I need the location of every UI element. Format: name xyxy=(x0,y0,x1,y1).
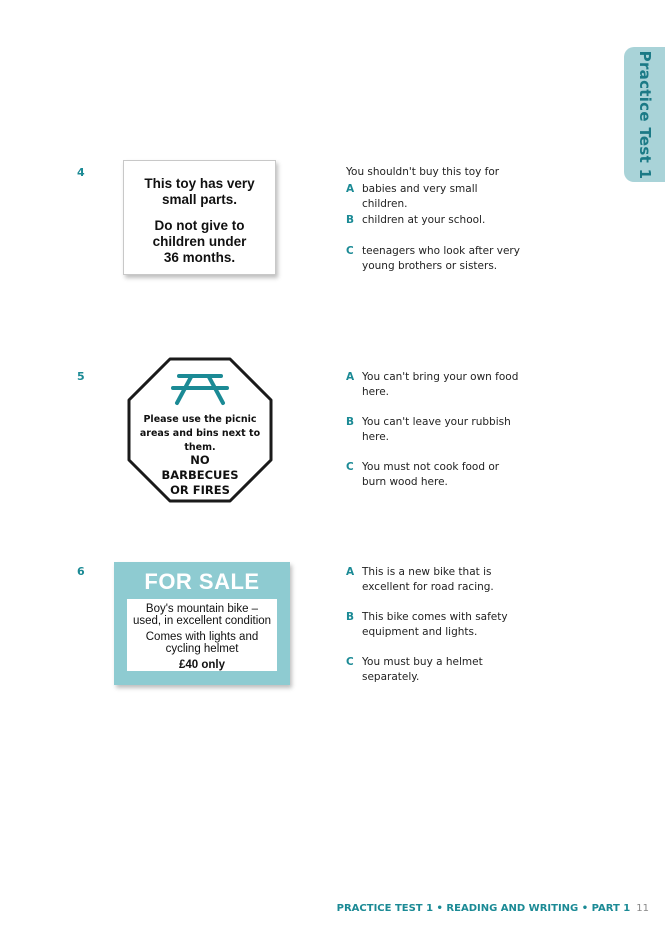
toy-sign-line-2: Do not give to children under 36 months. xyxy=(152,218,247,265)
picnic-sign-instruction: Please use the picnic areas and bins next to them. xyxy=(139,414,261,453)
option-text: You can't bring your own food here. xyxy=(362,371,519,398)
option-letter: A xyxy=(346,183,355,195)
footer-title: PRACTICE TEST 1 • READING AND WRITING • PART 1 xyxy=(336,903,631,914)
question-5-option-a[interactable] xyxy=(346,370,521,399)
for-sale-details xyxy=(127,599,277,671)
option-text: babies and very small children. xyxy=(362,183,478,210)
question-4-number: 4 xyxy=(77,166,85,179)
option-letter: B xyxy=(346,416,355,428)
for-sale-title: FOR SALE xyxy=(144,569,260,594)
option-letter: C xyxy=(346,656,354,668)
sale-extras: Comes with lights and cycling helmet xyxy=(145,631,259,655)
question-4-option-b[interactable] xyxy=(346,213,521,228)
for-sale-sign xyxy=(114,562,290,685)
option-letter: A xyxy=(346,566,355,578)
option-text: teenagers who look after very young brothers or sisters. xyxy=(362,245,520,272)
option-letter: A xyxy=(346,371,355,383)
option-text: You must buy a helmet separately. xyxy=(362,656,483,683)
question-5-option-c[interactable] xyxy=(346,460,521,489)
picnic-sign-warning: NO BARBECUES OR FIRES xyxy=(161,453,239,497)
page-footer xyxy=(337,903,649,914)
question-5-option-b[interactable] xyxy=(346,415,521,444)
practice-test-tab-label: Practice Test 1 xyxy=(635,50,654,179)
question-6-number: 6 xyxy=(77,565,85,578)
question-6-option-c[interactable] xyxy=(346,655,521,684)
option-letter: C xyxy=(346,461,354,473)
question-6-option-a[interactable] xyxy=(346,565,521,594)
question-4-prompt: You shouldn't buy this toy for xyxy=(346,166,500,178)
question-6-option-b[interactable] xyxy=(346,610,521,639)
option-letter: B xyxy=(346,611,355,623)
option-letter: B xyxy=(346,214,355,226)
practice-test-tab xyxy=(624,47,665,182)
option-text: You must not cook food or burn wood here. xyxy=(362,461,500,488)
sale-price: £40 only xyxy=(178,659,226,671)
option-letter: C xyxy=(346,245,354,257)
option-text: You can't leave your rubbish here. xyxy=(362,416,511,443)
option-text: This bike comes with safety equipment and lights. xyxy=(362,611,508,638)
option-text: This is a new bike that is excellent for road racing. xyxy=(362,566,494,593)
question-4-option-c[interactable] xyxy=(346,244,521,273)
picnic-area-sign xyxy=(127,357,273,503)
page-number: 11 xyxy=(636,903,649,914)
question-5-number: 5 xyxy=(77,370,85,383)
toy-warning-sign xyxy=(123,160,276,275)
question-4-option-a[interactable] xyxy=(346,182,521,211)
toy-sign-line-1: This toy has very small parts. xyxy=(144,176,255,207)
option-text: children at your school. xyxy=(362,214,486,226)
sale-description: Boy's mountain bike – used, in excellent condition xyxy=(132,603,272,627)
